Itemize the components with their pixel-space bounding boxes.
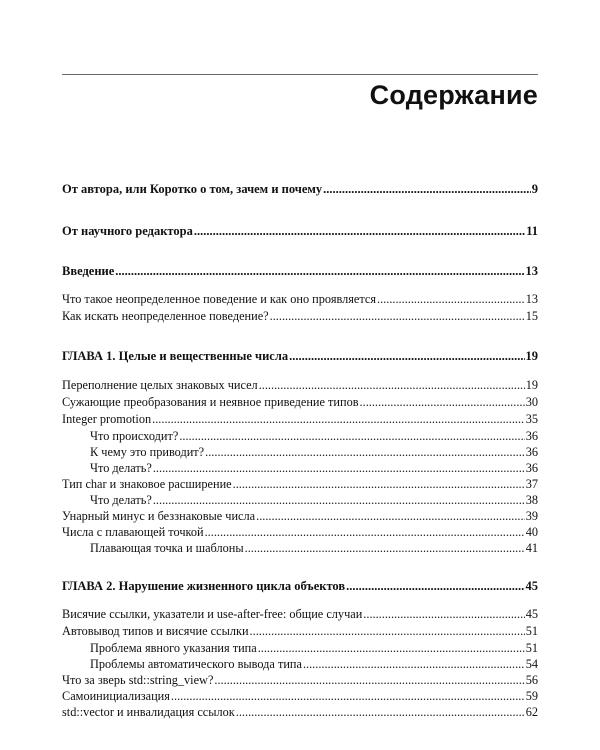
- toc-entry-label: Самоинициализация: [62, 689, 170, 703]
- toc-entry[interactable]: [62, 491, 538, 507]
- toc-entry-page: 51: [525, 641, 538, 655]
- toc-entry-label: Плавающая точка и шаблоны: [90, 541, 244, 555]
- toc-entry-label: Проблемы автоматического вывода типа: [90, 657, 302, 671]
- toc-leader: [346, 579, 524, 593]
- toc-entry-label: Что происходит?: [90, 429, 179, 443]
- toc-entry-page: 41: [525, 541, 538, 555]
- toc-leader: [289, 349, 524, 363]
- toc-entry-page: 62: [525, 705, 538, 719]
- toc-leader: [115, 264, 524, 278]
- toc-entry[interactable]: [62, 605, 538, 621]
- toc-entry-label: Что такое неопределенное поведение и как оно проявляется: [62, 292, 377, 306]
- toc-entry[interactable]: [62, 410, 538, 426]
- toc-entry-label: Integer promotion: [62, 412, 152, 426]
- toc-entry-page: 19: [525, 378, 538, 392]
- toc-entry-label: Проблема явного указания типа: [90, 641, 257, 655]
- toc-entry-label: ГЛАВА 2. Нарушение жизненного цикла объектов: [62, 579, 346, 593]
- toc-leader: [153, 461, 525, 475]
- toc-entry-label: Автовывод типов и висячие ссылки: [62, 624, 249, 638]
- toc-entry[interactable]: [62, 671, 538, 687]
- toc-entry-label: std::vector и инвалидация ссылок: [62, 705, 235, 719]
- toc-leader: [363, 607, 524, 621]
- toc-entry-page: 45: [525, 579, 538, 593]
- toc-entry-label: Сужающие преобразования и неявное приведение типов: [62, 395, 359, 409]
- toc-entry[interactable]: [62, 687, 538, 703]
- toc-leader: [303, 657, 525, 671]
- toc-entry[interactable]: [62, 262, 538, 278]
- toc-entry[interactable]: [62, 347, 538, 363]
- toc-entry-page: 30: [525, 395, 538, 409]
- toc-entry[interactable]: [62, 523, 538, 539]
- toc-entry-page: 11: [526, 224, 538, 238]
- toc-entry-label: Введение: [62, 264, 115, 278]
- toc-entry-label: Что за зверь std::string_view?: [62, 673, 214, 687]
- toc-entry-page: 36: [525, 461, 538, 475]
- toc-entry-page: 13: [525, 292, 538, 306]
- toc-entry-label: Переполнение целых знаковых чисел: [62, 378, 258, 392]
- toc-entry-page: 35: [525, 412, 538, 426]
- toc-entry-label: Висячие ссылки, указатели и use-after-free: общие случаи: [62, 607, 363, 621]
- toc-entry-page: 51: [525, 624, 538, 638]
- toc-entry[interactable]: [62, 703, 538, 719]
- toc-entry-label: ГЛАВА 1. Целые и вещественные числа: [62, 349, 289, 363]
- toc-entry-page: 38: [525, 493, 538, 507]
- toc-entry-page: 15: [525, 309, 538, 323]
- toc-entry-page: 13: [525, 264, 538, 278]
- toc-entry-page: 54: [525, 657, 538, 671]
- toc-entry[interactable]: [62, 222, 538, 238]
- toc-entry-page: 37: [525, 477, 538, 491]
- toc-entry-label: От автора, или Коротко о том, зачем и почему: [62, 182, 323, 196]
- toc-leader: [205, 525, 525, 539]
- toc-leader: [236, 705, 525, 719]
- toc-leader: [179, 429, 524, 443]
- toc-leader: [259, 378, 525, 392]
- toc-entry[interactable]: [62, 475, 538, 491]
- page-title: Содержание: [369, 80, 538, 110]
- toc-entry-page: 36: [525, 445, 538, 459]
- toc-leader: [258, 641, 525, 655]
- toc-entry[interactable]: [62, 443, 538, 459]
- toc-leader: [205, 445, 525, 459]
- toc-entry-label: Что делать?: [90, 461, 152, 475]
- toc-leader: [171, 689, 525, 703]
- toc-entry[interactable]: [62, 307, 538, 323]
- toc-entry[interactable]: [62, 539, 538, 555]
- toc-entry-label: От научного редактора: [62, 224, 193, 238]
- toc-entry[interactable]: [62, 639, 538, 655]
- toc-entry[interactable]: [62, 393, 538, 409]
- toc-entry-label: Как искать неопределенное поведение?: [62, 309, 269, 323]
- toc-leader: [250, 624, 525, 638]
- toc-entry-page: 39: [525, 509, 538, 523]
- toc-leader: [233, 477, 525, 491]
- toc-entry[interactable]: [62, 459, 538, 475]
- toc-entry[interactable]: [62, 507, 538, 523]
- toc-entry[interactable]: [62, 376, 538, 392]
- toc-entry[interactable]: [62, 622, 538, 638]
- toc-entry[interactable]: [62, 290, 538, 306]
- toc-entry-label: Унарный минус и беззнаковые числа: [62, 509, 256, 523]
- toc-entry-page: 36: [525, 429, 538, 443]
- toc-leader: [153, 493, 525, 507]
- toc-entry[interactable]: [62, 655, 538, 671]
- toc-entry[interactable]: [62, 427, 538, 443]
- toc-entry-page: 56: [525, 673, 538, 687]
- toc-entry-page: 19: [525, 349, 538, 363]
- toc-entry-label: Что делать?: [90, 493, 152, 507]
- toc-entry-label: Числа с плавающей точкой: [62, 525, 204, 539]
- toc-entry[interactable]: [62, 180, 538, 196]
- toc-entry-page: 59: [525, 689, 538, 703]
- toc-entry-page: 9: [531, 182, 538, 196]
- toc-entry-label: К чему это приводит?: [90, 445, 205, 459]
- toc-leader: [245, 541, 525, 555]
- toc-leader: [152, 412, 525, 426]
- toc-leader: [256, 509, 525, 523]
- toc-entry-label: Тип char и знаковое расширение: [62, 477, 232, 491]
- toc-leader: [323, 182, 531, 196]
- header-rule: [62, 74, 538, 75]
- toc-leader: [360, 395, 525, 409]
- toc-entry-page: 40: [525, 525, 538, 539]
- toc-leader: [377, 292, 525, 306]
- toc-leader: [214, 673, 524, 687]
- toc-leader: [270, 309, 525, 323]
- toc-leader: [194, 224, 525, 238]
- toc-entry-page: 45: [525, 607, 538, 621]
- toc-entry[interactable]: [62, 577, 538, 593]
